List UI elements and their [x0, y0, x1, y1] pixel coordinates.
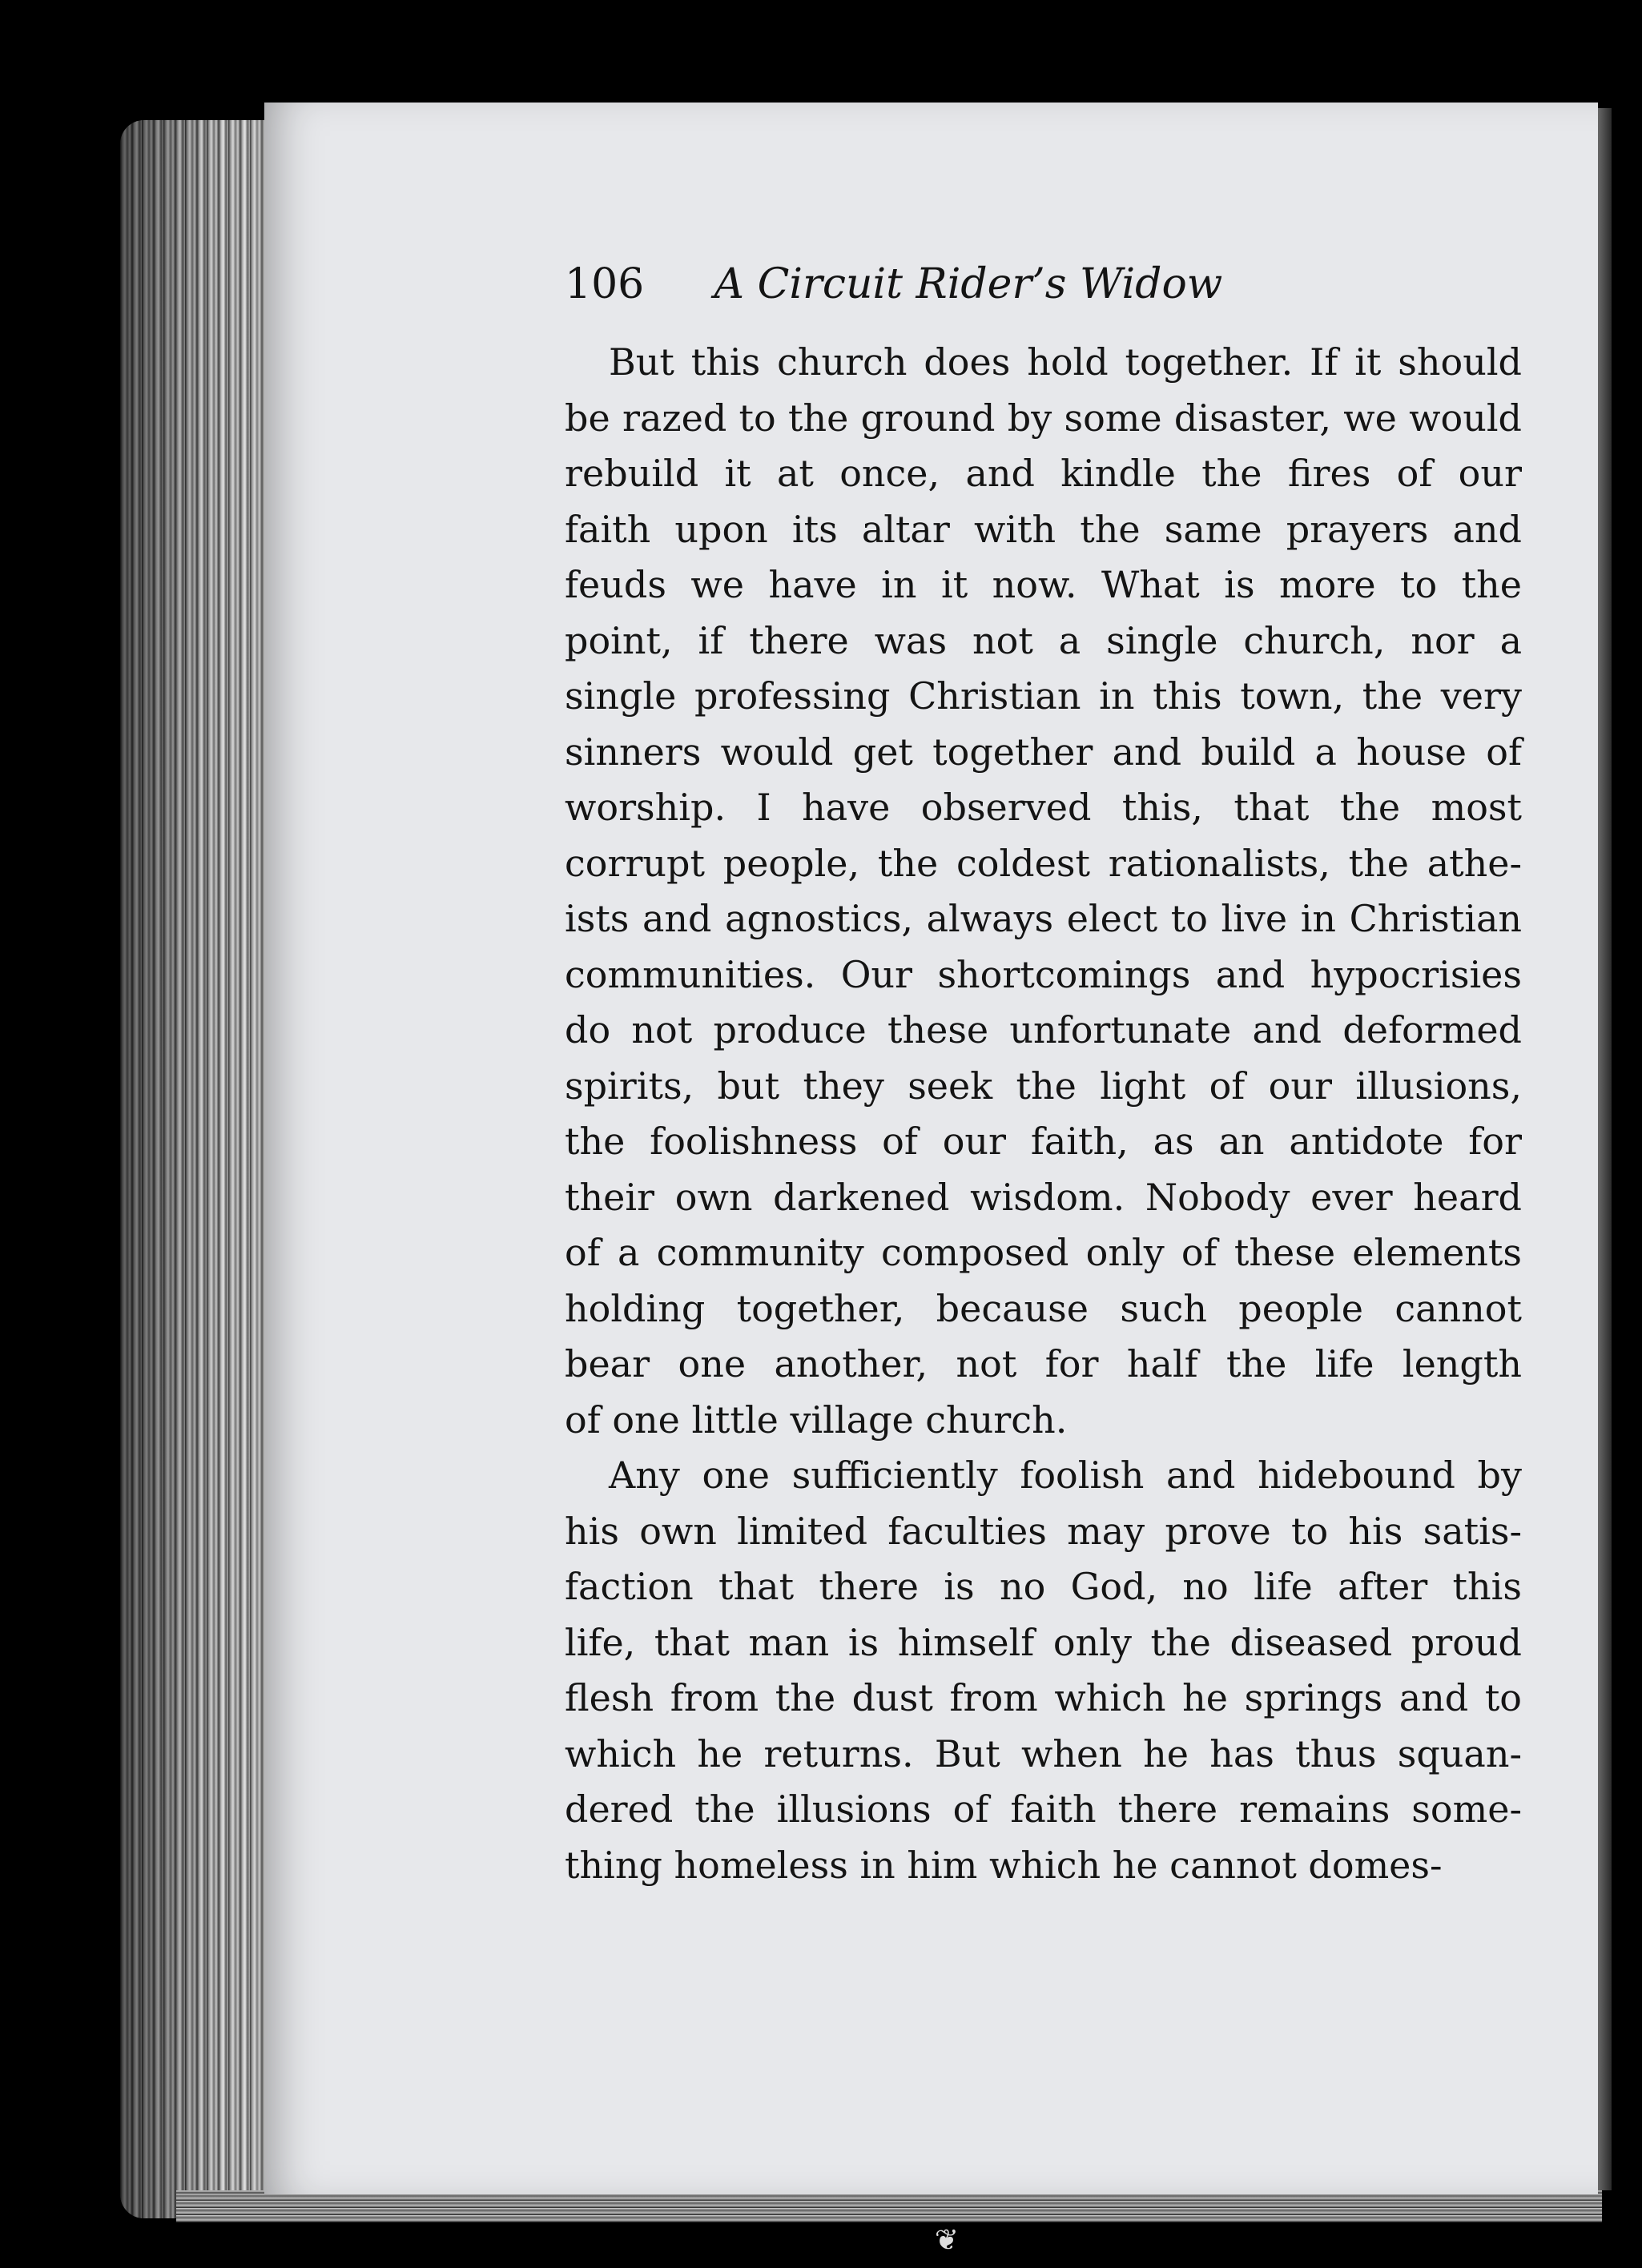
text-line: dered the illusions of faith there remains some- [565, 1787, 1522, 1831]
text-line: thing homeless in him which he cannot domes- [565, 1843, 1443, 1887]
text-line: sinners would get together and build a house of [565, 730, 1522, 774]
text-line: flesh from the dust from which he springs and to [565, 1676, 1522, 1719]
text-line: corrupt people, the coldest rationalists, the athe- [565, 841, 1522, 885]
text-line: faith upon its altar with the same prayers and [565, 507, 1522, 551]
text-line: Any one sufficiently foolish and hidebound by [609, 1454, 1522, 1497]
page-number: 106 [565, 260, 645, 308]
text-line: of one little village church. [565, 1397, 1068, 1442]
running-title: A Circuit Rider’s Widow [714, 260, 1223, 308]
text-line: the foolishness of our faith, as an antidote for [565, 1120, 1522, 1163]
text-line: of a community composed only of these elements [565, 1231, 1522, 1274]
body-text [565, 335, 1522, 1893]
text-line: which he returns. But when he has thus squan- [565, 1731, 1522, 1775]
bottom-page-edge [176, 2190, 1602, 2222]
text-line: be razed to the ground by some disaster, we would [565, 396, 1522, 440]
ornament-icon: ❦ [934, 2224, 960, 2257]
text-line: spirits, but they seek the light of our illusions, [565, 1064, 1522, 1108]
text-line: do not produce these unfortunate and deformed [565, 1008, 1522, 1052]
text-line: point, if there was not a single church, nor a [565, 618, 1522, 662]
text-line: his own limited faculties may prove to his satis- [565, 1509, 1522, 1553]
text-line: faction that there is no God, no life after this [565, 1565, 1522, 1608]
paragraph [565, 335, 1522, 1448]
running-head [565, 260, 1366, 316]
text-line: holding together, because such people cannot [565, 1286, 1522, 1330]
text-line: feuds we have in it now. What is more to the [565, 563, 1522, 606]
text-line: communities. Our shortcomings and hypocrisies [565, 952, 1522, 996]
text-line: rebuild it at once, and kindle the fires of our [565, 452, 1522, 495]
text-line: their own darkened wisdom. Nobody ever heard [565, 1175, 1522, 1219]
text-line: life, that man is himself only the diseased proud [565, 1620, 1522, 1664]
text-line: But this church does hold together. If it should [609, 340, 1522, 384]
text-line: worship. I have observed this, that the most [565, 786, 1522, 829]
page-edges-shadow [120, 120, 280, 2218]
text-line: bear one another, not for half the life length [565, 1342, 1522, 1385]
text-line: ists and agnostics, always elect to live in Christian [565, 897, 1522, 940]
text-line: single professing Christian in this town, the very [565, 674, 1522, 718]
paragraph [565, 1448, 1522, 1893]
